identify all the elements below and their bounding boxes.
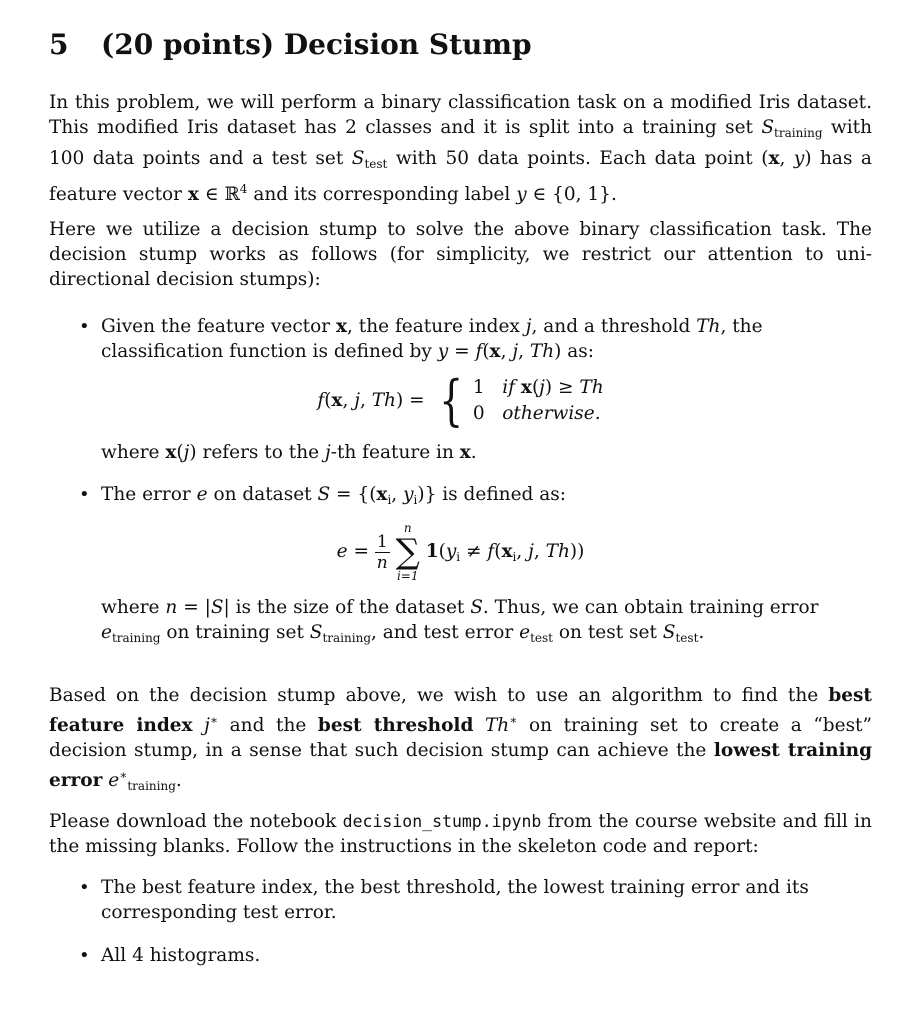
report-item (49, 943, 872, 968)
classifier-where: where x(j) refers to the j-th feature in x. (101, 442, 477, 463)
error-where-6: on test set (558, 622, 657, 643)
document-page (49, 28, 872, 968)
where-text-3: -th feature in (330, 442, 454, 463)
intro-text-5: and its corresponding label (253, 184, 511, 205)
report-item-text: The best feature index, the best threshold, the lowest training error and its corresponding test error. (101, 877, 809, 923)
error-text-2: on dataset (213, 484, 312, 505)
classifier-text-5: as: (567, 341, 594, 362)
classifier-text-1: Given the feature vector (101, 316, 331, 337)
definition-item-error: • The error e on dataset $S = \{(x_i$, $y_i$)} is defined as: e = $\frac{1}{n}$ n ∑ i=1 $1(y_i \ne f(x_i$, j, Th)) where n = |S| is the size of the dataset S. Thus, we can obtain training error $e_{training}$ on training set $S_{training}$, and test error $e_{test}$ on test set $S_{test}$. (49, 482, 872, 651)
intro-text-1: In this problem, we will perform a binary classification task on a modified Iris dataset. This modified Iris dataset has 2 classes and it is split into a training set (49, 92, 872, 138)
download-text-2: from the course website and fill in the missing blanks. Follow the instructions in the skeleton code and report: (49, 811, 872, 857)
report-list (49, 875, 872, 968)
algo-bold-3: lowest training error (49, 740, 873, 791)
bullet-icon: • (79, 484, 90, 505)
where-text-1: where (101, 442, 160, 463)
section-number: 5 (49, 28, 69, 61)
error-equation: e = $\frac{1}{n}$ n ∑ i=1 $1(y_i \ne f(x_i$, j, Th)) (336, 521, 585, 583)
classifier-equation: f(x, j, Th) = { 1 if x(j) ≥ Th 0 otherwise. (317, 369, 604, 432)
algo-text-1: Based on the decision stump above, we wish to use an algorithm to find the (49, 685, 819, 706)
bullet-icon: • (79, 945, 90, 966)
bullet-icon: • (79, 316, 90, 337)
download-paragraph (49, 809, 872, 859)
intro-paragraph: In this problem, we will perform a binary classification task on a modified Iris dataset. This modified Iris dataset has 2 classes and it is split into a training set $S_{training}$ with 100 data points and a test set $S_{test}$ with 50 data points. Each data point (x, y) has a feature vector x ∈ ℝ$^4$ and its corresponding label y ∈ {0, 1}. (49, 92, 872, 205)
error-where-5: , and test error (371, 622, 514, 643)
definition-list (49, 314, 872, 651)
classifier-text-4: , the classification function is defined by (101, 316, 763, 362)
algo-text-3: on training set to create a “best” decision stump, in a sense that such decision stump can achieve the (49, 715, 872, 761)
algo-bold-1: best feature index (49, 685, 872, 736)
error-text-3: is defined as: (442, 484, 566, 505)
case-1-value: 1 (472, 377, 485, 398)
intro-text-2: with 100 data points and a test set (49, 117, 872, 169)
error-text-1: The error (101, 484, 191, 505)
case-1-condition: if (502, 377, 516, 398)
intro-text-3: with 50 data points. Each data point (395, 148, 753, 169)
where-text-2: refers to the (202, 442, 320, 463)
case-2-value: 0 (472, 403, 485, 424)
download-text-1: Please download the notebook (49, 811, 337, 832)
intro-text-4: has a feature vector (49, 148, 872, 205)
stump-intro-paragraph: Here we utilize a decision stump to solve the above binary classification task. The decision stump works as follows (for simplicity, we restrict our attention to uni-directional decision stumps): (49, 219, 872, 290)
section-heading (49, 28, 872, 62)
report-item-text: All 4 histograms. (101, 945, 261, 966)
classifier-text-2: , the feature index (347, 316, 520, 337)
algorithm-paragraph: Based on the decision stump above, we wish to use an algorithm to find the best feature index j∗ and the best threshold Th∗ on training set to create a “best” decision stump, in a sense that such decision stump can achieve the lowest training error $e^∗_{training}$. (49, 685, 873, 793)
notebook-filename: decision_stump.ipynb (342, 812, 542, 831)
error-where-2: is the size of the dataset (235, 597, 465, 618)
bullet-icon: • (79, 877, 90, 898)
case-2-condition: otherwise. (502, 403, 601, 424)
section-title: (20 points) Decision Stump (101, 28, 532, 61)
error-where-1: where (101, 597, 160, 618)
error-where: where n = |S| is the size of the dataset S. Thus, we can obtain training error $e_{training}$ on training set $S_{training}$, and test error $e_{test}$ on test set $S_{test}$. (101, 597, 819, 645)
classifier-text-3: , and a threshold (531, 316, 691, 337)
definition-item-classifier: • Given the feature vector x, the feature index j, and a threshold Th, the classification function is defined by y = f(x, j, Th) as: f(x, j, Th) = { 1 if x(j) ≥ Th 0 otherwise. where x(j) refers to the j-th feature in x. (49, 314, 872, 465)
algo-text-2: and the (229, 715, 307, 736)
error-where-3: . Thus, we can obtain training error (482, 597, 819, 618)
algo-bold-2: best threshold (317, 715, 474, 736)
error-where-4: on training set (166, 622, 304, 643)
report-item (49, 875, 872, 925)
